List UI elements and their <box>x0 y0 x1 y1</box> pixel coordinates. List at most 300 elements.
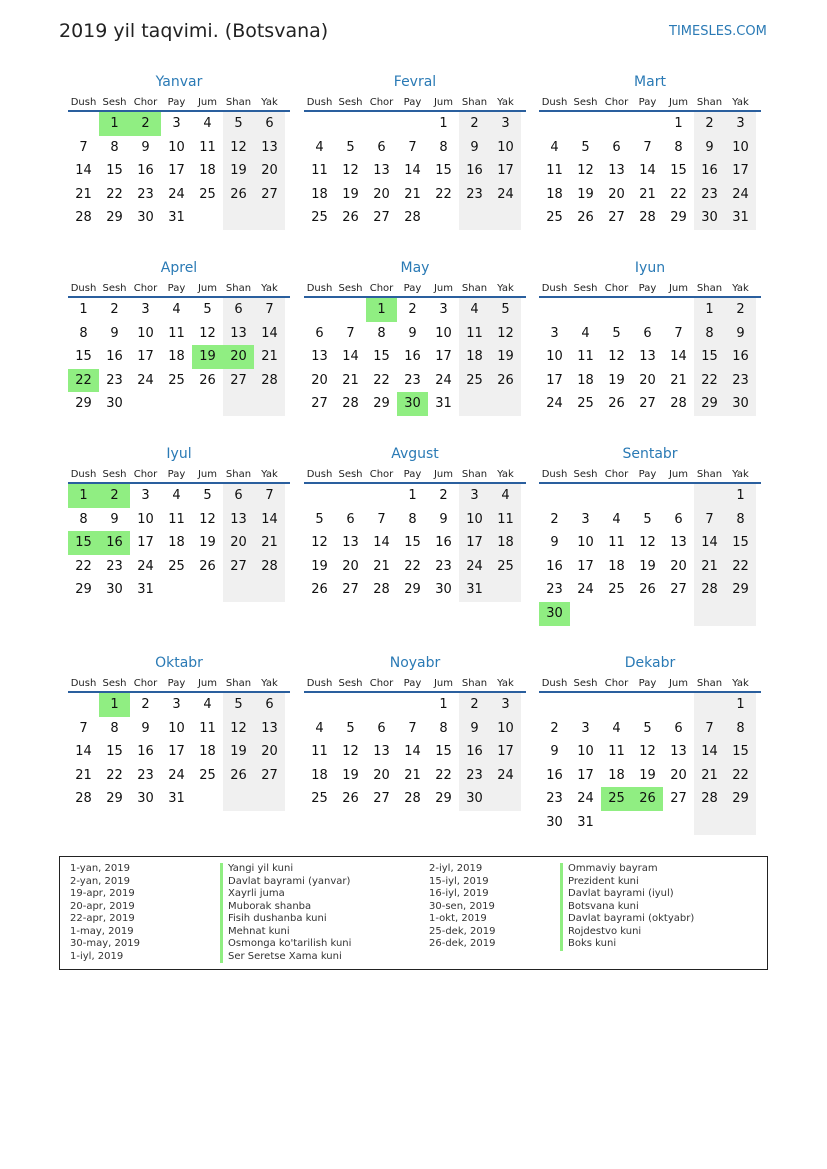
day-cell: 10 <box>577 744 594 760</box>
day-cell: 27 <box>608 210 625 226</box>
weekday-header <box>539 280 761 298</box>
day-cell: 17 <box>168 744 185 760</box>
weekday-label: Jum <box>668 97 689 108</box>
empty-cell <box>601 112 632 136</box>
empty-cell <box>366 112 397 136</box>
day-cell: 14 <box>404 744 421 760</box>
weekday-label: Yak <box>732 283 749 294</box>
weekday-label: Chor <box>604 469 629 480</box>
legend-date: 30-may, 2019 <box>70 938 140 949</box>
week-row <box>68 298 290 322</box>
week-row <box>539 183 761 207</box>
day-cell: 1 <box>725 693 756 717</box>
weekday-label: Sesh <box>573 283 598 294</box>
legend-holiday-name: Boks kuni <box>560 938 694 951</box>
week-row <box>539 298 761 322</box>
day-cell: 23 <box>404 372 421 388</box>
legend-holiday-name: Botsvana kuni <box>560 901 694 914</box>
legend-holiday-name: Prezident kuni <box>560 876 694 889</box>
day-cell: 11 <box>490 508 521 532</box>
day-cell: 13 <box>639 349 656 365</box>
day-cell: 26 <box>342 791 359 807</box>
day-cell: 3 <box>581 511 590 527</box>
day-cell: 27 <box>373 791 390 807</box>
holiday-legend <box>59 856 768 970</box>
day-cell: 14 <box>639 163 656 179</box>
day-cell: 3 <box>581 720 590 736</box>
empty-cell <box>366 484 397 508</box>
day-cell: 24 <box>435 372 452 388</box>
week-row <box>68 740 290 764</box>
week-row <box>539 159 761 183</box>
day-cell: 12 <box>490 322 521 346</box>
day-cell: 7 <box>377 511 386 527</box>
holiday-day-cell: 30 <box>397 392 428 416</box>
day-cell: 24 <box>725 183 756 207</box>
day-cell: 23 <box>459 764 490 788</box>
day-cell: 25 <box>168 558 185 574</box>
empty-cell <box>539 298 570 322</box>
day-cell: 17 <box>137 349 154 365</box>
day-cell: 20 <box>608 186 625 202</box>
day-cell: 26 <box>311 582 328 598</box>
weekday-label: Chor <box>604 678 629 689</box>
weekday-label: Jum <box>197 469 218 480</box>
day-cell: 18 <box>546 186 563 202</box>
day-cell: 7 <box>254 484 285 508</box>
empty-cell <box>539 693 570 717</box>
empty-cell <box>663 602 694 626</box>
day-cell: 4 <box>612 720 621 736</box>
day-cell: 28 <box>254 555 285 579</box>
day-cell: 8 <box>110 139 119 155</box>
week-row <box>68 764 290 788</box>
week-row <box>68 484 290 508</box>
empty-cell <box>397 693 428 717</box>
week-row <box>68 322 290 346</box>
day-cell: 7 <box>79 139 88 155</box>
day-cell: 14 <box>404 163 421 179</box>
week-row <box>539 345 761 369</box>
day-cell: 30 <box>694 206 725 230</box>
day-cell: 24 <box>490 764 521 788</box>
day-cell: 8 <box>694 322 725 346</box>
week-row <box>539 508 761 532</box>
week-row <box>68 787 290 811</box>
empty-cell <box>428 206 459 230</box>
day-cell: 16 <box>137 163 154 179</box>
week-row <box>304 717 526 741</box>
day-cell: 15 <box>435 163 452 179</box>
day-cell: 29 <box>435 791 452 807</box>
day-cell: 27 <box>639 396 656 412</box>
day-cell: 13 <box>608 163 625 179</box>
legend-holiday-name: Davlat bayrami (iyul) <box>560 888 694 901</box>
day-cell: 5 <box>643 720 652 736</box>
day-cell: 11 <box>577 349 594 365</box>
day-cell: 16 <box>435 535 452 551</box>
month-name: May <box>400 260 430 276</box>
day-cell: 11 <box>199 720 216 736</box>
day-cell: 18 <box>459 345 490 369</box>
holiday-day-cell: 2 <box>130 112 161 136</box>
empty-cell <box>397 112 428 136</box>
day-cell: 29 <box>75 396 92 412</box>
holiday-day-cell: 2 <box>99 484 130 508</box>
day-cell: 23 <box>137 767 154 783</box>
day-cell: 13 <box>373 744 390 760</box>
day-cell: 1 <box>725 484 756 508</box>
day-cell: 29 <box>373 396 390 412</box>
weekday-label: Jum <box>668 678 689 689</box>
week-row <box>68 206 290 230</box>
day-cell: 6 <box>674 511 683 527</box>
day-cell: 24 <box>546 396 563 412</box>
day-cell: 12 <box>223 717 254 741</box>
site-link[interactable]: TIMESLES.COM <box>669 24 767 39</box>
day-cell: 2 <box>694 112 725 136</box>
empty-cell <box>192 578 223 602</box>
day-cell: 5 <box>346 720 355 736</box>
legend-date: 1-yan, 2019 <box>70 863 130 874</box>
day-cell: 9 <box>694 136 725 160</box>
day-cell: 25 <box>459 369 490 393</box>
month-dekabr <box>539 651 761 835</box>
day-cell: 5 <box>346 139 355 155</box>
month-name: Fevral <box>393 74 437 90</box>
weekday-label: Jum <box>433 469 454 480</box>
empty-cell <box>68 112 99 136</box>
day-cell: 9 <box>459 717 490 741</box>
weekday-header <box>68 675 290 693</box>
day-cell: 11 <box>608 744 625 760</box>
weekday-label: Chor <box>604 97 629 108</box>
day-cell: 6 <box>674 720 683 736</box>
month-name: Dekabr <box>624 655 676 671</box>
day-cell: 16 <box>459 740 490 764</box>
legend-holiday-name: Muborak shanba <box>220 901 351 914</box>
week-row <box>539 787 761 811</box>
weekday-header <box>68 94 290 112</box>
day-cell: 23 <box>106 372 123 388</box>
month-name: Noyabr <box>389 655 441 671</box>
empty-cell <box>68 693 99 717</box>
weekday-label: Sesh <box>102 283 127 294</box>
month-name: Aprel <box>160 260 198 276</box>
weekday-header <box>68 466 290 484</box>
empty-cell <box>694 484 725 508</box>
day-cell: 27 <box>670 791 687 807</box>
day-cell: 7 <box>408 720 417 736</box>
month-name: Avgust <box>391 446 439 462</box>
weekday-label: Sesh <box>573 678 598 689</box>
empty-cell <box>632 298 663 322</box>
day-cell: 18 <box>608 767 625 783</box>
day-cell: 14 <box>373 535 390 551</box>
weekday-label: Shan <box>225 469 252 480</box>
empty-cell <box>601 298 632 322</box>
day-cell: 13 <box>670 535 687 551</box>
empty-cell <box>223 392 254 416</box>
day-cell: 9 <box>408 325 417 341</box>
day-cell: 29 <box>694 392 725 416</box>
weekday-label: Pay <box>403 678 422 689</box>
day-cell: 20 <box>670 558 687 574</box>
weekday-header <box>304 675 526 693</box>
legend-holiday-name: Yangi yil kuni <box>220 863 351 876</box>
day-cell: 17 <box>168 163 185 179</box>
day-cell: 29 <box>106 791 123 807</box>
day-cell: 31 <box>725 206 756 230</box>
day-cell: 19 <box>342 186 359 202</box>
day-cell: 10 <box>577 535 594 551</box>
day-cell: 22 <box>373 372 390 388</box>
day-cell: 10 <box>725 136 756 160</box>
day-cell: 2 <box>439 488 448 503</box>
day-cell: 28 <box>342 396 359 412</box>
day-cell: 15 <box>670 163 687 179</box>
day-cell: 14 <box>254 322 285 346</box>
day-cell: 1 <box>79 302 88 317</box>
day-cell: 23 <box>725 369 756 393</box>
month-noyabr <box>304 651 526 811</box>
empty-cell <box>601 484 632 508</box>
weekday-label: Yak <box>261 283 278 294</box>
day-cell: 6 <box>254 693 285 717</box>
day-cell: 1 <box>674 116 683 131</box>
week-row <box>304 578 526 602</box>
empty-cell <box>663 484 694 508</box>
day-cell: 11 <box>608 535 625 551</box>
legend-names-right <box>560 863 694 951</box>
day-cell: 3 <box>172 697 181 712</box>
weekday-label: Sesh <box>338 97 363 108</box>
day-cell: 12 <box>342 163 359 179</box>
month-yanvar <box>68 70 290 230</box>
empty-cell <box>632 693 663 717</box>
day-cell: 27 <box>342 582 359 598</box>
day-cell: 4 <box>490 484 521 508</box>
day-cell: 13 <box>342 535 359 551</box>
legend-holiday-name: Osmonga ko'tarilish kuni <box>220 938 351 951</box>
day-cell: 10 <box>435 325 452 341</box>
empty-cell <box>570 693 601 717</box>
day-cell: 18 <box>577 372 594 388</box>
day-cell: 28 <box>404 791 421 807</box>
legend-dates-right <box>429 863 495 951</box>
empty-cell <box>570 298 601 322</box>
day-cell: 22 <box>75 558 92 574</box>
day-cell: 21 <box>75 186 92 202</box>
weekday-label: Jum <box>433 97 454 108</box>
day-cell: 12 <box>639 535 656 551</box>
day-cell: 19 <box>577 186 594 202</box>
day-cell: 30 <box>459 787 490 811</box>
weekday-label: Yak <box>261 97 278 108</box>
weekday-label: Dush <box>541 97 568 108</box>
day-cell: 10 <box>546 349 563 365</box>
day-cell: 28 <box>254 369 285 393</box>
weekday-label: Shan <box>696 283 723 294</box>
empty-cell <box>223 578 254 602</box>
empty-cell <box>570 602 601 626</box>
weekday-label: Chor <box>369 678 394 689</box>
day-cell: 12 <box>199 511 216 527</box>
weekday-label: Chor <box>604 283 629 294</box>
day-cell: 21 <box>694 555 725 579</box>
week-row <box>539 531 761 555</box>
empty-cell <box>725 811 756 835</box>
day-cell: 16 <box>725 345 756 369</box>
weekday-label: Jum <box>433 678 454 689</box>
week-row <box>68 508 290 532</box>
day-cell: 17 <box>577 558 594 574</box>
weekday-label: Chor <box>133 97 158 108</box>
empty-cell <box>601 602 632 626</box>
day-cell: 19 <box>639 558 656 574</box>
day-cell: 22 <box>106 186 123 202</box>
month-mart <box>539 70 761 230</box>
weekday-label: Shan <box>225 97 252 108</box>
week-row <box>539 578 761 602</box>
week-row <box>304 787 526 811</box>
day-cell: 21 <box>404 186 421 202</box>
day-cell: 26 <box>223 764 254 788</box>
day-cell: 11 <box>168 325 185 341</box>
weekday-label: Jum <box>197 97 218 108</box>
day-cell: 5 <box>490 298 521 322</box>
weekday-header <box>68 280 290 298</box>
holiday-day-cell: 19 <box>192 345 223 369</box>
week-row <box>68 531 290 555</box>
page-title: 2019 yil taqvimi. (Botsvana) <box>59 20 329 42</box>
week-row <box>539 112 761 136</box>
day-cell: 3 <box>550 325 559 341</box>
legend-dates-left <box>70 863 140 963</box>
weekday-label: Dush <box>306 678 333 689</box>
month-name: Sentabr <box>622 446 678 462</box>
day-cell: 22 <box>725 764 756 788</box>
day-cell: 23 <box>546 791 563 807</box>
day-cell: 4 <box>550 139 559 155</box>
day-cell: 20 <box>311 372 328 388</box>
week-row <box>539 206 761 230</box>
day-cell: 5 <box>643 511 652 527</box>
weekday-label: Chor <box>133 283 158 294</box>
day-cell: 30 <box>137 210 154 226</box>
day-cell: 31 <box>168 791 185 807</box>
month-aprel <box>68 256 290 416</box>
day-cell: 15 <box>373 349 390 365</box>
legend-names-left <box>220 863 351 963</box>
day-cell: 25 <box>490 555 521 579</box>
day-cell: 13 <box>223 508 254 532</box>
day-cell: 5 <box>223 112 254 136</box>
week-row <box>304 508 526 532</box>
weekday-label: Shan <box>461 678 488 689</box>
day-cell: 20 <box>223 531 254 555</box>
week-row <box>539 740 761 764</box>
day-cell: 13 <box>223 322 254 346</box>
day-cell: 21 <box>342 372 359 388</box>
day-cell: 21 <box>404 767 421 783</box>
day-cell: 17 <box>546 372 563 388</box>
day-cell: 24 <box>168 186 185 202</box>
legend-date: 25-dek, 2019 <box>429 925 496 937</box>
day-cell: 2 <box>408 302 417 317</box>
weekday-label: Jum <box>668 469 689 480</box>
empty-cell <box>335 484 366 508</box>
day-cell: 2 <box>550 720 559 736</box>
month-iyun <box>539 256 761 416</box>
empty-cell <box>459 206 490 230</box>
weekday-header <box>304 280 526 298</box>
day-cell: 22 <box>694 369 725 393</box>
week-row <box>304 484 526 508</box>
day-cell: 4 <box>315 720 324 736</box>
day-cell: 23 <box>546 582 563 598</box>
day-cell: 26 <box>199 558 216 574</box>
day-cell: 31 <box>435 396 452 412</box>
day-cell: 22 <box>670 186 687 202</box>
weekday-label: Shan <box>461 469 488 480</box>
day-cell: 26 <box>342 210 359 226</box>
day-cell: 14 <box>254 508 285 532</box>
day-cell: 22 <box>435 186 452 202</box>
day-cell: 16 <box>694 159 725 183</box>
day-cell: 30 <box>106 582 123 598</box>
day-cell: 15 <box>435 744 452 760</box>
holiday-day-cell: 1 <box>68 484 99 508</box>
weekday-label: Jum <box>668 283 689 294</box>
weekday-label: Yak <box>497 469 514 480</box>
day-cell: 10 <box>137 511 154 527</box>
weekday-label: Dush <box>70 469 97 480</box>
month-fevral <box>304 70 526 230</box>
day-cell: 15 <box>106 744 123 760</box>
month-name: Oktabr <box>155 655 203 671</box>
day-cell: 28 <box>670 396 687 412</box>
empty-cell <box>663 811 694 835</box>
day-cell: 13 <box>670 744 687 760</box>
weekday-label: Sesh <box>102 469 127 480</box>
day-cell: 17 <box>490 159 521 183</box>
day-cell: 16 <box>459 159 490 183</box>
day-cell: 12 <box>342 744 359 760</box>
empty-cell <box>490 578 521 602</box>
day-cell: 18 <box>311 186 328 202</box>
day-cell: 3 <box>490 112 521 136</box>
week-row <box>539 369 761 393</box>
day-cell: 7 <box>254 298 285 322</box>
weekday-label: Yak <box>497 97 514 108</box>
holiday-day-cell: 1 <box>366 298 397 322</box>
day-cell: 28 <box>373 582 390 598</box>
empty-cell <box>694 693 725 717</box>
empty-cell <box>632 602 663 626</box>
day-cell: 4 <box>612 511 621 527</box>
legend-date: 26-dek, 2019 <box>429 938 496 949</box>
day-cell: 16 <box>404 349 421 365</box>
empty-cell <box>304 112 335 136</box>
weekday-label: Dush <box>541 678 568 689</box>
week-row <box>539 717 761 741</box>
month-name: Iyun <box>634 260 666 276</box>
week-row <box>68 392 290 416</box>
day-cell: 9 <box>110 511 119 527</box>
day-cell: 21 <box>75 767 92 783</box>
day-cell: 8 <box>79 511 88 527</box>
